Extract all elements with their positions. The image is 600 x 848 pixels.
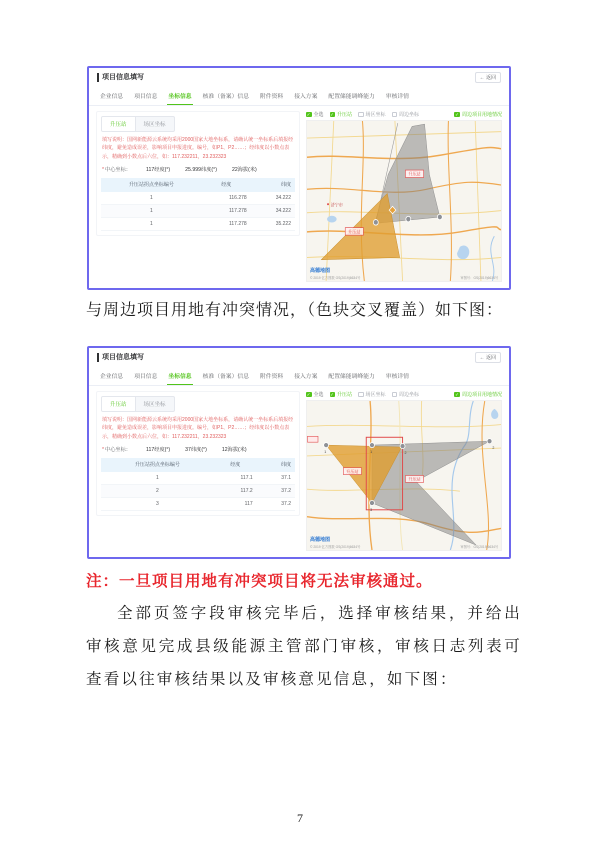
cell-longitude: 117 bbox=[214, 497, 257, 510]
legend-surrounding-landuse[interactable]: ✓ 周边项目用地情况 bbox=[454, 111, 502, 118]
longitude-field[interactable]: 117经度(°) bbox=[145, 166, 171, 173]
legend-site-area[interactable]: 场区坐标 bbox=[358, 391, 386, 398]
map-copyright: © 2019 亿方图数 GS(2019)6634号 bbox=[310, 275, 361, 280]
altitude-field[interactable]: 12海拔(米) bbox=[221, 446, 247, 453]
cell-latitude: 37.1 bbox=[257, 472, 295, 485]
polygon-label-gray bbox=[405, 476, 423, 483]
svg-text:1: 1 bbox=[324, 449, 327, 454]
cell-point-no: 1 bbox=[101, 217, 202, 230]
legend-select-all[interactable]: ✓ 全选 bbox=[306, 111, 324, 118]
fill-instruction-text: 填写说明：国网新能源云系统均采用2000国家大地坐标系，请确认统一坐标系后填报经纬度，避免造成误差，影响项目申报进度。编号，如P1、P2……；经纬度以小数点表示，精确到小数点后六位，如：117.232211，23.232323 bbox=[102, 137, 294, 160]
legend-select-all[interactable]: ✓ 全选 bbox=[306, 391, 324, 398]
back-button[interactable]: ← 返回 bbox=[475, 72, 501, 83]
legend-substation[interactable]: ✓ 升压站 bbox=[330, 391, 353, 398]
coordinate-panel bbox=[96, 111, 300, 236]
required-asterisk: * bbox=[102, 166, 105, 173]
checkbox-checked-icon[interactable] bbox=[330, 112, 336, 118]
tab-coordinate-info[interactable]: 坐标信息 bbox=[167, 368, 192, 385]
subtab-substation[interactable]: 升压站 bbox=[102, 117, 136, 131]
vertex-marker[interactable] bbox=[370, 500, 375, 505]
tab-review-detail[interactable]: 审核详情 bbox=[385, 374, 409, 380]
polygon-label-gray bbox=[405, 170, 423, 178]
subtab-site-area[interactable]: 场区坐标 bbox=[143, 402, 166, 408]
svg-text:升压站: 升压站 bbox=[346, 468, 359, 474]
col-header-latitude: 纬度 bbox=[251, 178, 295, 192]
main-tab-bar bbox=[89, 86, 509, 106]
cell-latitude: 35.222 bbox=[251, 217, 295, 230]
longitude-field[interactable]: 117经度(°) bbox=[145, 446, 171, 453]
vertex-marker[interactable] bbox=[324, 443, 329, 448]
legend-surrounding[interactable]: 周边坐标 bbox=[392, 111, 420, 118]
app-header bbox=[89, 68, 509, 86]
tab-review-detail[interactable]: 审核详情 bbox=[385, 94, 409, 100]
amap-logo: 高德地图 bbox=[310, 537, 331, 543]
amap-logo: 高德地图 bbox=[310, 268, 331, 274]
app-screenshot-2 bbox=[87, 346, 511, 559]
legend-surrounding-landuse[interactable]: ✓ 周边项目用地情况 bbox=[454, 391, 502, 398]
checkbox-checked-icon[interactable] bbox=[454, 112, 460, 118]
subtab-substation[interactable]: 升压站 bbox=[102, 397, 136, 411]
tab-enterprise-info[interactable]: 企业信息 bbox=[100, 374, 124, 380]
tab-approval-info[interactable]: 核准（备案）信息 bbox=[202, 94, 249, 100]
map-canvas[interactable] bbox=[306, 120, 502, 282]
checkbox-unchecked-icon[interactable] bbox=[392, 392, 398, 398]
cell-point-no: 1 bbox=[101, 192, 202, 205]
lake bbox=[457, 245, 469, 259]
table-row bbox=[101, 192, 295, 205]
map-panel bbox=[306, 111, 502, 282]
col-header-point-no: 升压站拐点坐标编号 bbox=[101, 178, 202, 192]
tab-project-info[interactable]: 项目信息 bbox=[134, 374, 158, 380]
cell-longitude: 117.278 bbox=[202, 217, 251, 230]
tab-access-plan[interactable]: 接入方案 bbox=[294, 374, 318, 380]
body-paragraph: 全部页签字段审核完毕后，选择审核结果，并给出审核意见完成县级能源主管部门审核，审核日志列表可查看以往审核结果以及审核意见信息，如下图： bbox=[86, 605, 522, 688]
checkbox-unchecked-icon[interactable] bbox=[358, 112, 364, 118]
svg-text:升压站: 升压站 bbox=[408, 171, 421, 177]
cell-point-no: 1 bbox=[101, 204, 202, 217]
checkbox-unchecked-icon[interactable] bbox=[358, 392, 364, 398]
checkbox-checked-icon[interactable] bbox=[306, 392, 312, 398]
map-attribution: 审图号：GS(2019)6634号 bbox=[460, 275, 498, 280]
vertex-marker[interactable] bbox=[406, 216, 411, 222]
col-header-longitude: 经度 bbox=[214, 458, 257, 472]
center-coordinate-label: 中心坐标： bbox=[105, 446, 131, 453]
fill-instruction-text: 填写说明：国网新能源云系统均采用2000国家大地坐标系，请确认统一坐标系后填报经纬度，避免造成误差，影响项目申报进度。编号，如P1、P2……；经纬度以小数点表示，精确到小数点后六位，如：117.232211，23.232323 bbox=[102, 417, 294, 440]
page-number: 7 bbox=[297, 811, 303, 825]
table-row bbox=[101, 217, 295, 230]
warning-note-text: 注：一旦项目用地有冲突项目将无法审核通过。 bbox=[86, 573, 433, 590]
svg-text:济宁市: 济宁市 bbox=[330, 202, 343, 208]
table-row bbox=[101, 204, 295, 217]
center-coordinate-row bbox=[102, 446, 294, 453]
polygon-label-orange bbox=[343, 468, 361, 475]
cell-latitude: 34.222 bbox=[251, 192, 295, 205]
checkbox-checked-icon[interactable] bbox=[454, 392, 460, 398]
cell-longitude: 117.278 bbox=[202, 204, 251, 217]
vertex-marker[interactable] bbox=[400, 444, 405, 449]
table-row bbox=[101, 472, 295, 485]
checkbox-unchecked-icon[interactable] bbox=[392, 112, 398, 118]
vertex-marker[interactable] bbox=[373, 220, 378, 226]
tab-attachments[interactable]: 附件资料 bbox=[260, 94, 284, 100]
edge-label-chip bbox=[307, 436, 318, 442]
tab-project-info[interactable]: 项目信息 bbox=[134, 94, 158, 100]
svg-text:升压站: 升压站 bbox=[348, 229, 361, 235]
cell-latitude: 34.222 bbox=[251, 204, 295, 217]
cell-longitude: 117.2 bbox=[214, 484, 257, 497]
map-copyright: © 2019 亿方图数 GS(2019)6634号 bbox=[310, 544, 361, 549]
legend-substation[interactable]: ✓ 升压站 bbox=[330, 111, 353, 118]
page-title: 项目信息填写 bbox=[97, 353, 144, 362]
col-header-longitude: 经度 bbox=[202, 178, 251, 192]
vertex-marker[interactable] bbox=[370, 443, 375, 448]
coordinate-table bbox=[101, 458, 295, 511]
back-icon: ← bbox=[479, 75, 485, 81]
caption-text: 与周边项目用地有冲突情况，（色块交叉覆盖）如下图： bbox=[86, 302, 504, 319]
lake bbox=[491, 409, 498, 419]
back-icon: ← bbox=[479, 355, 485, 361]
app-header bbox=[89, 348, 509, 366]
cell-latitude: 37.2 bbox=[257, 497, 295, 510]
cell-latitude: 37.2 bbox=[257, 484, 295, 497]
tab-coordinate-info[interactable]: 坐标信息 bbox=[167, 88, 192, 105]
table-row bbox=[101, 484, 295, 497]
lake bbox=[327, 216, 337, 223]
legend-surrounding[interactable]: 周边坐标 bbox=[392, 391, 420, 398]
latitude-field[interactable]: 37纬度(°) bbox=[185, 446, 207, 453]
back-button[interactable]: ← 返回 bbox=[475, 352, 501, 363]
tab-storage-capacity[interactable]: 配置储能调峰能力 bbox=[328, 94, 375, 100]
altitude-field[interactable]: 22海拔(米) bbox=[231, 166, 257, 173]
col-header-latitude: 纬度 bbox=[257, 458, 295, 472]
checkbox-checked-icon[interactable] bbox=[306, 112, 312, 118]
col-header-point-no: 升压站拐点坐标编号 bbox=[101, 458, 214, 472]
legend-site-area[interactable]: 场区坐标 bbox=[358, 111, 386, 118]
app-screenshot-1 bbox=[87, 66, 511, 290]
subtab-site-area[interactable]: 场区坐标 bbox=[143, 122, 166, 128]
sub-tab-bar bbox=[101, 396, 175, 412]
map-legend-bar bbox=[306, 111, 502, 118]
tab-storage-capacity[interactable]: 配置储能调峰能力 bbox=[328, 374, 375, 380]
map-legend-bar bbox=[306, 391, 502, 398]
coordinate-panel bbox=[96, 391, 300, 516]
svg-text:2: 2 bbox=[404, 450, 407, 455]
main-tab-bar bbox=[89, 366, 509, 386]
app-body bbox=[89, 386, 509, 557]
cell-point-no: 1 bbox=[101, 472, 214, 485]
svg-text:2: 2 bbox=[492, 445, 495, 451]
app-body bbox=[89, 106, 509, 288]
vertex-marker[interactable] bbox=[437, 214, 442, 220]
cell-point-no: 3 bbox=[101, 497, 214, 510]
polygon-label-orange bbox=[345, 228, 363, 236]
svg-text:1: 1 bbox=[370, 449, 373, 454]
svg-text:升压站: 升压站 bbox=[408, 476, 421, 482]
svg-text:3: 3 bbox=[370, 507, 373, 512]
map-panel bbox=[306, 391, 502, 551]
center-coordinate-row bbox=[102, 166, 294, 173]
cell-longitude: 117.1 bbox=[214, 472, 257, 485]
required-asterisk: * bbox=[102, 446, 105, 453]
tab-approval-info[interactable]: 核准（备案）信息 bbox=[202, 374, 249, 380]
table-row bbox=[101, 497, 295, 510]
vertex-marker[interactable] bbox=[487, 439, 492, 444]
map-attribution: 审图号：GS(2019)6634号 bbox=[460, 544, 498, 549]
tab-enterprise-info[interactable]: 企业信息 bbox=[100, 94, 124, 100]
page-title: 项目信息填写 bbox=[97, 73, 144, 82]
center-coordinate-label: 中心坐标： bbox=[105, 166, 131, 173]
sub-tab-bar bbox=[101, 116, 175, 132]
coordinate-table bbox=[101, 178, 295, 231]
cell-point-no: 2 bbox=[101, 484, 214, 497]
latitude-field[interactable]: 25.999纬度(°) bbox=[185, 166, 217, 173]
checkbox-checked-icon[interactable] bbox=[330, 392, 336, 398]
tab-attachments[interactable]: 附件资料 bbox=[260, 374, 284, 380]
map-canvas[interactable] bbox=[306, 400, 502, 551]
tab-access-plan[interactable]: 接入方案 bbox=[294, 94, 318, 100]
cell-longitude: 116.278 bbox=[202, 192, 251, 205]
